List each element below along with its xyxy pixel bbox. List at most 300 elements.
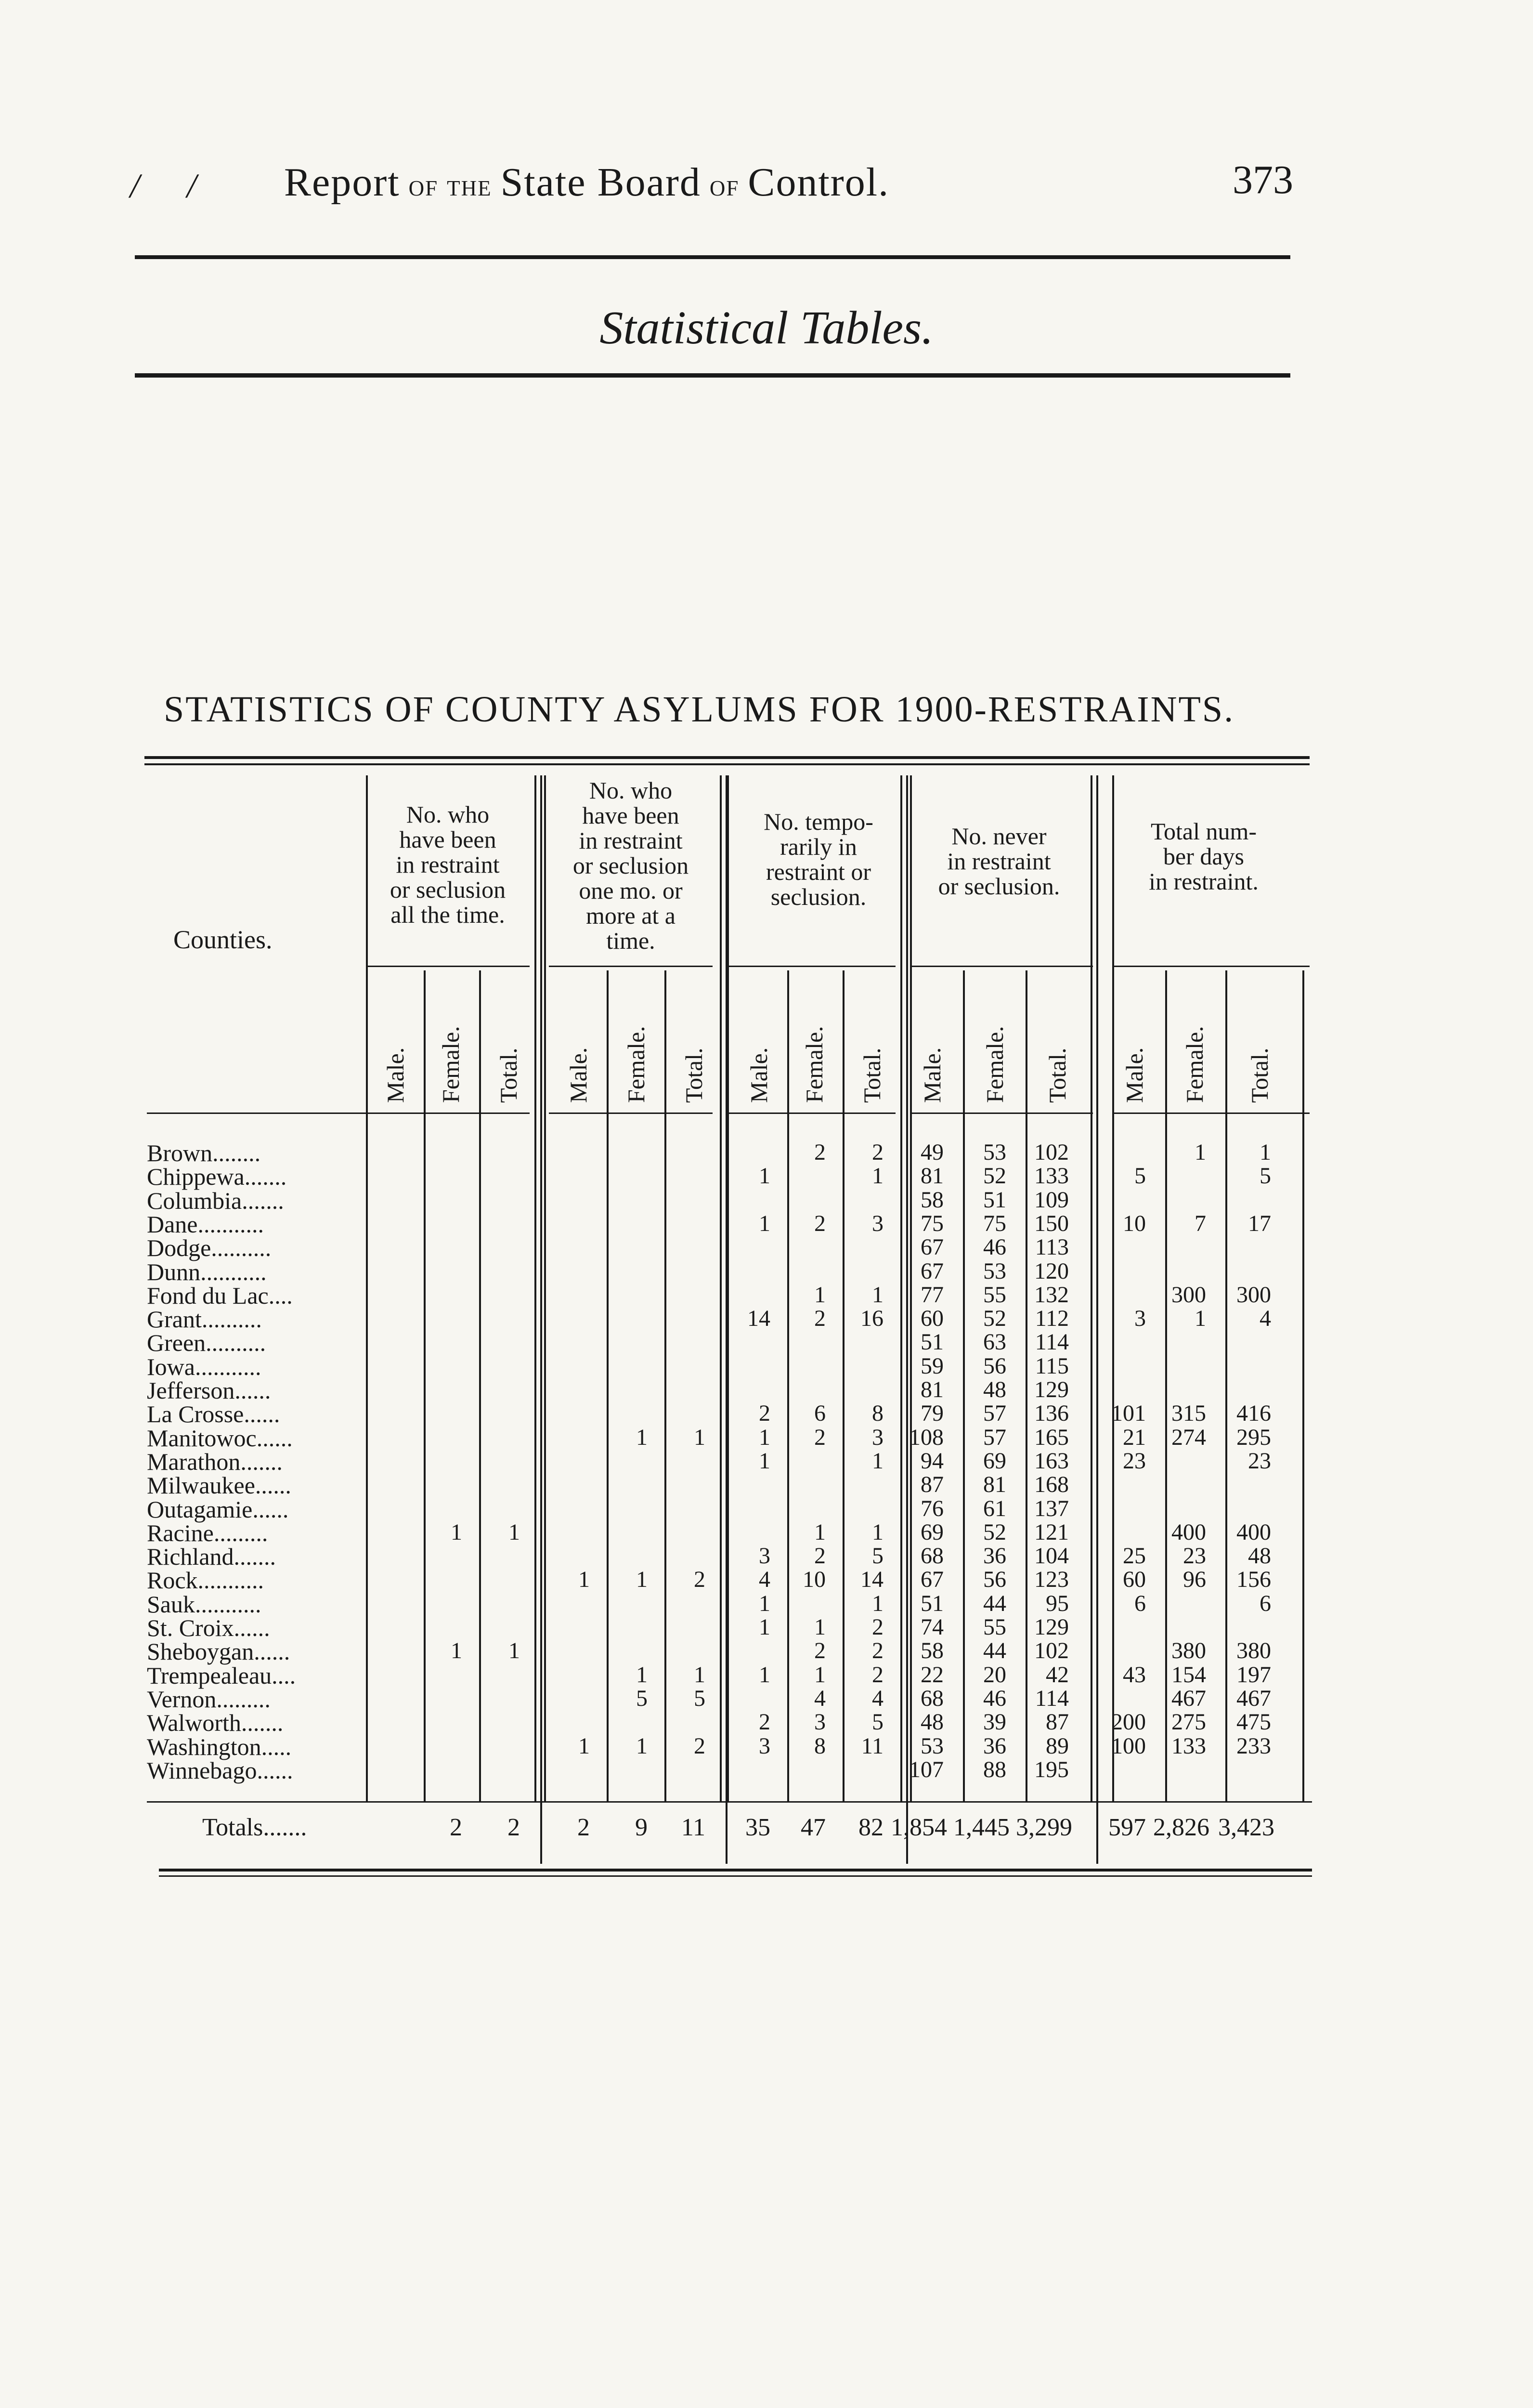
group-header-underline xyxy=(727,966,896,967)
table-cell: 2 xyxy=(759,1709,770,1735)
table-cell: 21 xyxy=(1123,1424,1146,1450)
table-cell: 36 xyxy=(983,1543,1006,1569)
table-cell: 81 xyxy=(921,1163,944,1189)
sub-header: Total. xyxy=(1246,1047,1273,1103)
table-cell: 467 xyxy=(1236,1685,1271,1711)
table-cell: 51 xyxy=(921,1329,944,1355)
table-cell: 1 xyxy=(814,1282,826,1308)
table-cell: 275 xyxy=(1171,1709,1206,1735)
table-cell: 197 xyxy=(1236,1662,1271,1688)
table-cell: 57 xyxy=(983,1424,1006,1450)
table-cell: 76 xyxy=(921,1495,944,1521)
table-cell: 3 xyxy=(872,1424,883,1450)
county-name: Walworth....... xyxy=(147,1709,284,1737)
table-cell: 75 xyxy=(921,1210,944,1236)
table-cell: 48 xyxy=(1248,1543,1271,1569)
county-name: Outagamie...... xyxy=(147,1495,289,1523)
table-cell: 8 xyxy=(814,1733,826,1759)
counties-header-underline xyxy=(147,1112,368,1114)
column-rule xyxy=(727,775,729,1801)
table-cell: 10 xyxy=(1123,1210,1146,1236)
county-name: Chippewa....... xyxy=(147,1163,287,1191)
table-cell: 1 xyxy=(872,1590,883,1616)
group-header-line: No. who xyxy=(589,777,673,804)
group-header-underline xyxy=(1112,966,1310,967)
table-cell: 300 xyxy=(1171,1282,1206,1308)
sub-header: Male. xyxy=(565,1047,592,1103)
table-cell: 14 xyxy=(747,1306,770,1332)
table-cell: 120 xyxy=(1034,1258,1069,1284)
table-cell: 101 xyxy=(1111,1400,1146,1426)
table-cell: 25 xyxy=(1123,1543,1146,1569)
group-header-line: ber days xyxy=(1163,843,1244,870)
table-cell: 23 xyxy=(1123,1448,1146,1474)
county-name: Trempealeau.... xyxy=(147,1662,296,1689)
group-header xyxy=(908,824,1091,899)
table-cell: 400 xyxy=(1171,1519,1206,1545)
table-cell: 1 xyxy=(814,1519,826,1545)
table-cell: 8 xyxy=(872,1400,883,1426)
group-header-line: rarily in xyxy=(780,833,857,860)
table-bottom-rule xyxy=(159,1869,1312,1871)
table-cell: 67 xyxy=(921,1567,944,1593)
sub-header: Male. xyxy=(1121,1047,1148,1103)
table-cell: 1 xyxy=(872,1448,883,1474)
table-cell: 55 xyxy=(983,1614,1006,1640)
county-name: Brown........ xyxy=(147,1139,261,1166)
county-name: Vernon......... xyxy=(147,1685,271,1713)
running-head xyxy=(284,159,889,206)
sub-header: Female. xyxy=(801,1026,828,1103)
table-cell: 60 xyxy=(1123,1567,1146,1593)
section-title: Statistical Tables. xyxy=(599,302,934,354)
table-cell: 3 xyxy=(814,1709,826,1735)
table-cell: 123 xyxy=(1034,1567,1069,1593)
table-cell: 69 xyxy=(983,1448,1006,1474)
county-name: Dane........... xyxy=(147,1210,264,1238)
table-cell: 5 xyxy=(636,1685,648,1711)
table-cell: 68 xyxy=(921,1685,944,1711)
sub-header: Male. xyxy=(919,1047,946,1103)
table-cell: 44 xyxy=(983,1638,1006,1664)
table-cell: 2 xyxy=(872,1139,883,1165)
table-cell: 5 xyxy=(872,1709,883,1735)
table-cell: 96 xyxy=(1183,1567,1206,1593)
table-cell: 79 xyxy=(921,1400,944,1426)
column-rule-double xyxy=(540,775,542,1864)
table-cell: 51 xyxy=(921,1590,944,1616)
table-cell: 51 xyxy=(983,1187,1006,1213)
table-cell: 4 xyxy=(814,1685,826,1711)
table-cell: 154 xyxy=(1171,1662,1206,1688)
running-head-word: State xyxy=(500,160,586,205)
totals-label: Totals....... xyxy=(202,1814,307,1841)
table-cell: 2 xyxy=(872,1662,883,1688)
running-head-word: . xyxy=(878,160,890,205)
group-header-underline xyxy=(366,966,530,967)
table-cell: 100 xyxy=(1111,1733,1146,1759)
table-cell: 58 xyxy=(921,1638,944,1664)
table-cell: 22 xyxy=(921,1662,944,1688)
sub-header: Female. xyxy=(623,1026,650,1103)
table-cell: 6 xyxy=(1134,1590,1146,1616)
table-cell: 14 xyxy=(860,1567,883,1593)
totals-cell: 3,299 xyxy=(1016,1814,1072,1841)
table-cell: 2 xyxy=(814,1306,826,1332)
table-cell: 49 xyxy=(921,1139,944,1165)
table-cell: 2 xyxy=(694,1567,705,1593)
table-cell: 163 xyxy=(1034,1448,1069,1474)
totals-cell: 2,826 xyxy=(1153,1814,1209,1841)
table-cell: 1 xyxy=(636,1424,648,1450)
totals-cell: 1,445 xyxy=(953,1814,1010,1841)
totals-cell: 597 xyxy=(1108,1814,1146,1841)
column-rule xyxy=(544,775,546,1801)
table-cell: 61 xyxy=(983,1495,1006,1521)
table-cell: 5 xyxy=(1134,1163,1146,1189)
table-cell: 20 xyxy=(983,1662,1006,1688)
table-cell: 81 xyxy=(921,1377,944,1402)
table-cell: 2 xyxy=(814,1638,826,1664)
table-cell: 467 xyxy=(1171,1685,1206,1711)
table-cell: 156 xyxy=(1236,1567,1271,1593)
subheader-underline xyxy=(1112,1112,1310,1114)
table-cell: 2 xyxy=(872,1638,883,1664)
table-cell: 416 xyxy=(1236,1400,1271,1426)
table-cell: 7 xyxy=(1195,1210,1206,1236)
table-cell: 114 xyxy=(1035,1685,1069,1711)
table-cell: 5 xyxy=(1260,1163,1271,1189)
sub-header: Total. xyxy=(495,1047,522,1103)
table-cell: 136 xyxy=(1034,1400,1069,1426)
county-name: Fond du Lac.... xyxy=(147,1282,293,1309)
table-cell: 2 xyxy=(814,1543,826,1569)
column-rule xyxy=(1302,970,1304,1801)
county-name: Grant.......... xyxy=(147,1306,262,1333)
group-header-line: in restraint. xyxy=(1149,868,1259,895)
totals-cell: 35 xyxy=(745,1814,770,1841)
table-cell: 3 xyxy=(759,1733,770,1759)
table-cell: 233 xyxy=(1236,1733,1271,1759)
group-header xyxy=(539,778,722,953)
table-cell: 58 xyxy=(921,1187,944,1213)
table-cell: 1 xyxy=(578,1733,590,1759)
county-name: Dunn........... xyxy=(147,1258,267,1285)
table-cell: 3 xyxy=(872,1210,883,1236)
table-cell: 1 xyxy=(759,1210,770,1236)
sub-header: Male. xyxy=(382,1047,409,1103)
table-cell: 5 xyxy=(872,1543,883,1569)
county-name: St. Croix...... xyxy=(147,1614,270,1641)
table-cell: 68 xyxy=(921,1543,944,1569)
county-name: Manitowoc...... xyxy=(147,1424,293,1452)
table-cell: 113 xyxy=(1035,1234,1069,1260)
table-cell: 4 xyxy=(872,1685,883,1711)
group-header-line: have been xyxy=(399,826,496,853)
table-cell: 1 xyxy=(1195,1139,1206,1165)
group-header-line: or seclusion xyxy=(390,876,506,903)
table-cell: 1 xyxy=(759,1662,770,1688)
table-cell: 42 xyxy=(1046,1662,1069,1688)
table-cell: 1 xyxy=(694,1424,705,1450)
county-name: Sauk........... xyxy=(147,1590,261,1618)
subheader-underline xyxy=(366,1112,530,1114)
column-rule xyxy=(720,775,722,1801)
table-cell: 150 xyxy=(1034,1210,1069,1236)
county-name: Sheboygan...... xyxy=(147,1638,290,1665)
subheader-underline xyxy=(910,1112,1093,1114)
group-header-line: one mo. or xyxy=(579,877,683,904)
header-rule-top xyxy=(135,255,1290,259)
table-cell: 129 xyxy=(1034,1614,1069,1640)
running-head-word: of xyxy=(701,168,748,202)
county-name: Rock........... xyxy=(147,1567,264,1594)
table-cell: 3 xyxy=(759,1543,770,1569)
county-name: Racine......... xyxy=(147,1519,268,1546)
table-cell: 6 xyxy=(1260,1590,1271,1616)
table-cell: 1 xyxy=(578,1567,590,1593)
table-cell: 89 xyxy=(1046,1733,1069,1759)
county-name: Columbia....... xyxy=(147,1187,284,1214)
group-header-line: in restraint xyxy=(579,827,683,854)
totals-cell: 3,423 xyxy=(1218,1814,1274,1841)
table-cell: 60 xyxy=(921,1306,944,1332)
table-cell: 75 xyxy=(983,1210,1006,1236)
sub-header: Female. xyxy=(1181,1026,1208,1103)
sub-header: Total. xyxy=(680,1047,707,1103)
totals-cell: 11 xyxy=(681,1814,705,1841)
table-cell: 59 xyxy=(921,1353,944,1379)
group-header xyxy=(356,802,539,927)
county-name: Washington..... xyxy=(147,1733,292,1760)
table-cell: 107 xyxy=(909,1756,944,1782)
table-cell: 1 xyxy=(814,1662,826,1688)
table-cell: 88 xyxy=(983,1756,1006,1782)
header-rule-bottom xyxy=(135,373,1290,378)
table-cell: 115 xyxy=(1035,1353,1069,1379)
table-cell: 1 xyxy=(636,1567,648,1593)
table-cell: 52 xyxy=(983,1306,1006,1332)
county-name: Milwaukee...... xyxy=(147,1472,291,1499)
group-header-line: seclusion. xyxy=(770,883,867,910)
sub-header: Total. xyxy=(858,1047,885,1103)
table-cell: 77 xyxy=(921,1282,944,1308)
table-cell: 2 xyxy=(814,1139,826,1165)
group-header-line: No. never xyxy=(951,823,1047,850)
column-rule xyxy=(424,970,426,1801)
table-cell: 200 xyxy=(1111,1709,1146,1735)
table-cell: 104 xyxy=(1034,1543,1069,1569)
table-cell: 1 xyxy=(636,1662,648,1688)
table-cell: 67 xyxy=(921,1258,944,1284)
table-cell: 1 xyxy=(508,1519,520,1545)
county-name: Winnebago...... xyxy=(147,1756,293,1784)
table-cell: 1 xyxy=(759,1590,770,1616)
county-name: Marathon....... xyxy=(147,1448,283,1475)
county-name: La Crosse...... xyxy=(147,1400,280,1428)
table-cell: 1 xyxy=(872,1519,883,1545)
table-cell: 1 xyxy=(451,1519,462,1545)
table-title: STATISTICS OF COUNTY ASYLUMS FOR 1900-RESTRAINTS. xyxy=(164,689,1235,730)
table-cell: 10 xyxy=(803,1567,826,1593)
group-header-underline xyxy=(549,966,713,967)
totals-cell: 1,854 xyxy=(891,1814,947,1841)
group-header-line: No. tempo- xyxy=(764,808,873,835)
table-cell: 87 xyxy=(921,1472,944,1498)
table-cell: 53 xyxy=(921,1733,944,1759)
totals-cell: 2 xyxy=(450,1814,462,1841)
county-name: Jefferson...... xyxy=(147,1377,271,1404)
group-header-line: Total num- xyxy=(1150,818,1257,845)
table-cell: 48 xyxy=(983,1377,1006,1402)
table-top-rule-inner xyxy=(144,763,1310,765)
column-rule xyxy=(1112,775,1114,1801)
running-head-word xyxy=(586,160,598,205)
table-cell: 195 xyxy=(1034,1756,1069,1782)
table-cell: 300 xyxy=(1236,1282,1271,1308)
table-cell: 380 xyxy=(1171,1638,1206,1664)
table-cell: 1 xyxy=(1260,1139,1271,1165)
table-cell: 133 xyxy=(1171,1733,1206,1759)
table-cell: 53 xyxy=(983,1258,1006,1284)
table-cell: 1 xyxy=(759,1163,770,1189)
table-cell: 109 xyxy=(1034,1187,1069,1213)
table-cell: 11 xyxy=(861,1733,883,1759)
table-cell: 3 xyxy=(1134,1306,1146,1332)
totals-cell: 9 xyxy=(635,1814,648,1841)
table-cell: 475 xyxy=(1236,1709,1271,1735)
table-cell: 87 xyxy=(1046,1709,1069,1735)
subheader-underline xyxy=(727,1112,896,1114)
table-cell: 1 xyxy=(759,1448,770,1474)
group-header-line: have been xyxy=(582,802,679,829)
group-header xyxy=(727,809,910,909)
table-cell: 43 xyxy=(1123,1662,1146,1688)
table-cell: 1 xyxy=(451,1638,462,1664)
totals-cell: 47 xyxy=(801,1814,826,1841)
table-cell: 23 xyxy=(1248,1448,1271,1474)
table-cell: 57 xyxy=(983,1400,1006,1426)
column-rule xyxy=(1091,775,1092,1801)
table-cell: 1 xyxy=(508,1638,520,1664)
table-cell: 2 xyxy=(872,1614,883,1640)
counties-header: Counties. xyxy=(173,925,273,954)
county-name: Richland....... xyxy=(147,1543,276,1570)
table-cell: 39 xyxy=(983,1709,1006,1735)
table-cell: 129 xyxy=(1034,1377,1069,1402)
table-cell: 53 xyxy=(983,1139,1006,1165)
totals-cell: 2 xyxy=(577,1814,590,1841)
table-cell: 63 xyxy=(983,1329,1006,1355)
table-cell: 1 xyxy=(872,1282,883,1308)
table-cell: 52 xyxy=(983,1163,1006,1189)
group-header-line: all the time. xyxy=(390,901,505,928)
running-head-word: Control xyxy=(748,160,879,205)
table-cell: 1 xyxy=(872,1163,883,1189)
table-cell: 114 xyxy=(1035,1329,1069,1355)
sub-header: Total. xyxy=(1044,1047,1071,1103)
county-name: Dodge.......... xyxy=(147,1234,272,1262)
group-header-line: time. xyxy=(606,927,655,954)
table-cell: 400 xyxy=(1236,1519,1271,1545)
table-cell: 67 xyxy=(921,1234,944,1260)
table-cell: 1 xyxy=(759,1614,770,1640)
table-cell: 4 xyxy=(759,1567,770,1593)
group-header-line: or seclusion. xyxy=(938,873,1060,900)
table-cell: 56 xyxy=(983,1567,1006,1593)
column-rule xyxy=(366,775,368,1801)
table-cell: 132 xyxy=(1034,1282,1069,1308)
group-header-underline xyxy=(910,966,1093,967)
totals-cell: 82 xyxy=(858,1814,883,1841)
table-cell: 2 xyxy=(814,1424,826,1450)
table-cell: 95 xyxy=(1046,1590,1069,1616)
table-cell: 112 xyxy=(1035,1306,1069,1332)
table-cell: 2 xyxy=(694,1733,705,1759)
table-cell: 295 xyxy=(1236,1424,1271,1450)
column-rule xyxy=(479,970,481,1801)
table-cell: 6 xyxy=(814,1400,826,1426)
running-head-word: Board xyxy=(597,160,701,205)
margin-mark: / / xyxy=(130,167,216,205)
table-cell: 168 xyxy=(1034,1472,1069,1498)
sub-header: Female. xyxy=(437,1026,464,1103)
table-cell: 44 xyxy=(983,1590,1006,1616)
column-rule xyxy=(534,775,536,1801)
table-cell: 315 xyxy=(1171,1400,1206,1426)
table-cell: 46 xyxy=(983,1234,1006,1260)
table-cell: 165 xyxy=(1034,1424,1069,1450)
group-header xyxy=(1112,819,1295,894)
totals-rule xyxy=(147,1801,1312,1803)
running-head-word: of the xyxy=(400,168,501,202)
table-cell: 1 xyxy=(759,1424,770,1450)
group-header-line: more at a xyxy=(585,902,676,929)
group-header-line: No. who xyxy=(406,801,490,828)
table-cell: 274 xyxy=(1171,1424,1206,1450)
table-cell: 5 xyxy=(694,1685,705,1711)
table-cell: 2 xyxy=(814,1210,826,1236)
table-cell: 17 xyxy=(1248,1210,1271,1236)
table-bottom-rule-inner xyxy=(159,1875,1312,1877)
table-cell: 2 xyxy=(759,1400,770,1426)
group-header-line: restraint or xyxy=(766,858,871,885)
table-cell: 380 xyxy=(1236,1638,1271,1664)
group-header-line: in restraint xyxy=(396,851,500,878)
table-cell: 56 xyxy=(983,1353,1006,1379)
table-cell: 102 xyxy=(1034,1638,1069,1664)
table-cell: 55 xyxy=(983,1282,1006,1308)
group-header-line: in restraint xyxy=(947,848,1051,875)
totals-cell: 2 xyxy=(507,1814,520,1841)
table-cell: 94 xyxy=(921,1448,944,1474)
table-cell: 108 xyxy=(909,1424,944,1450)
sub-header: Female. xyxy=(981,1026,1008,1103)
table-cell: 121 xyxy=(1034,1519,1069,1545)
table-cell: 23 xyxy=(1183,1543,1206,1569)
table-cell: 52 xyxy=(983,1519,1006,1545)
table-cell: 16 xyxy=(860,1306,883,1332)
county-name: Green.......... xyxy=(147,1329,266,1357)
table-cell: 1 xyxy=(814,1614,826,1640)
table-cell: 1 xyxy=(636,1733,648,1759)
table-cell: 46 xyxy=(983,1685,1006,1711)
table-cell: 48 xyxy=(921,1709,944,1735)
table-cell: 4 xyxy=(1260,1306,1271,1332)
table-cell: 1 xyxy=(1195,1306,1206,1332)
group-header-line: or seclusion xyxy=(572,852,689,879)
table-top-rule xyxy=(144,756,1310,759)
